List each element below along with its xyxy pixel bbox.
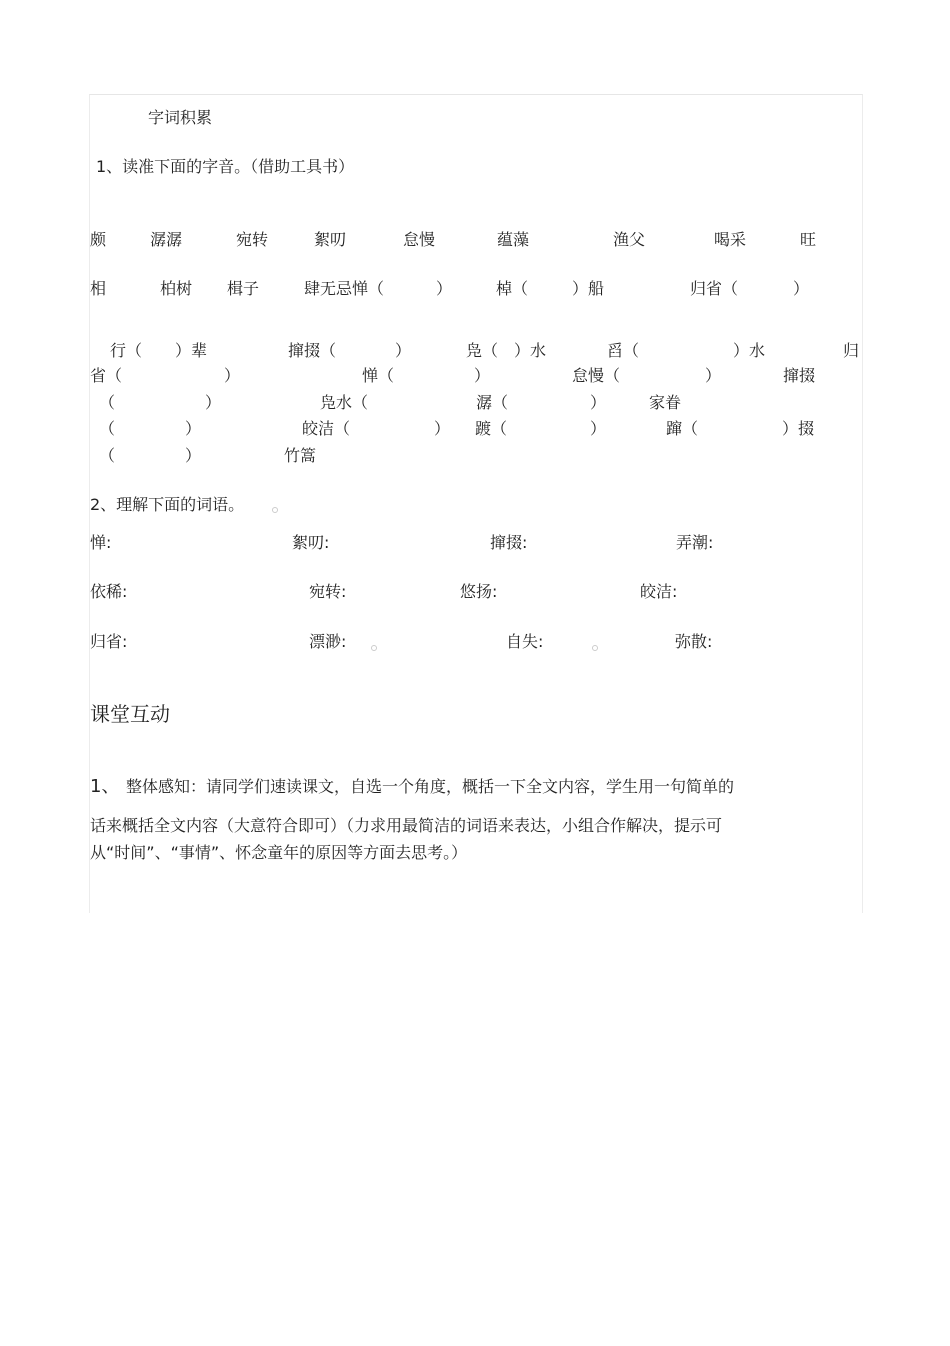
word: 肆无忌惮（ [304,279,385,298]
word: 潺（ [476,393,509,412]
word: 撺掇 [783,366,816,385]
word: ）辈 [175,341,208,360]
term: 宛转: [309,582,347,601]
word: 归 [843,341,860,360]
word: 凫（ [466,341,499,360]
scan-mark [272,507,278,513]
term: 悠扬: [460,582,498,601]
word: 省（ [90,366,123,385]
word: 喝采 [714,230,747,249]
word: 柏树 [160,279,193,298]
word: 家眷 [649,393,682,412]
word: ） [185,446,202,465]
word: ） [185,419,202,438]
term: 归省: [90,632,128,651]
word: 蹿（ [666,419,699,438]
word: ）船 [572,279,605,298]
word: 絮叨 [314,230,347,249]
question-1-title: 1、读准下面的字音。（借助工具书） [96,157,355,176]
word: 棹（ [496,279,529,298]
question-2-title: 2、理解下面的词语。 [90,495,245,514]
paragraph-number: 1、 [90,776,120,797]
word: 怠慢（ [572,366,621,385]
term: 惮: [90,533,112,552]
word: ） [434,419,451,438]
word: ） [205,393,222,412]
term: 弥散: [675,632,713,651]
word: ）水 [733,341,766,360]
word: 竹篙 [284,446,317,465]
word: 凫水（ [320,393,369,412]
scan-mark [592,645,598,651]
word: 潺潺 [150,230,183,249]
word: ） [395,341,412,360]
word: 踱（ [475,419,508,438]
word: 舀（ [607,341,640,360]
word: ） [793,279,810,298]
term: 依稀: [90,582,128,601]
word: 渔父 [613,230,646,249]
word: ） [590,419,607,438]
section-title: 字词积累 [148,108,213,127]
word: 楫子 [227,279,260,298]
word: 惮（ [362,366,395,385]
word: ） [705,366,722,385]
paragraph-line: 整体感知：请同学们速读课文，自选一个角度，概括一下全文内容，学生用一句简单的 [126,777,735,796]
word: ）掇 [782,419,815,438]
word: （ [99,446,116,465]
word: （ [99,419,116,438]
word: ） [590,393,607,412]
word: 颇 [90,230,107,249]
word: 归省（ [690,279,739,298]
word: 蕴藻 [497,230,530,249]
word: 皎洁（ [302,419,351,438]
term: 自失: [506,632,544,651]
term: 絮叨: [292,533,330,552]
word: ）水 [514,341,547,360]
word: ） [224,366,241,385]
word: （ [99,393,116,412]
word: ） [474,366,491,385]
word: ） [436,279,453,298]
word: 宛转 [236,230,269,249]
term: 漂渺: [309,632,347,651]
word: 怠慢 [403,230,436,249]
paragraph-line: 从“时间”、“事情”、怀念童年的原因等方面去思考。） [90,843,468,862]
word: 行（ [110,341,143,360]
term: 撺掇: [490,533,528,552]
word: 旺 [800,230,817,249]
classroom-title: 课堂互动 [90,702,170,726]
word: 相 [90,279,107,298]
term: 皎洁: [640,582,678,601]
paragraph-line: 话来概括全文内容（大意符合即可）（力求用最简洁的词语来表达，小组合作解决，提示可 [90,816,723,835]
scan-mark [371,645,377,651]
word: 撺掇（ [288,341,337,360]
term: 弄潮: [676,533,714,552]
